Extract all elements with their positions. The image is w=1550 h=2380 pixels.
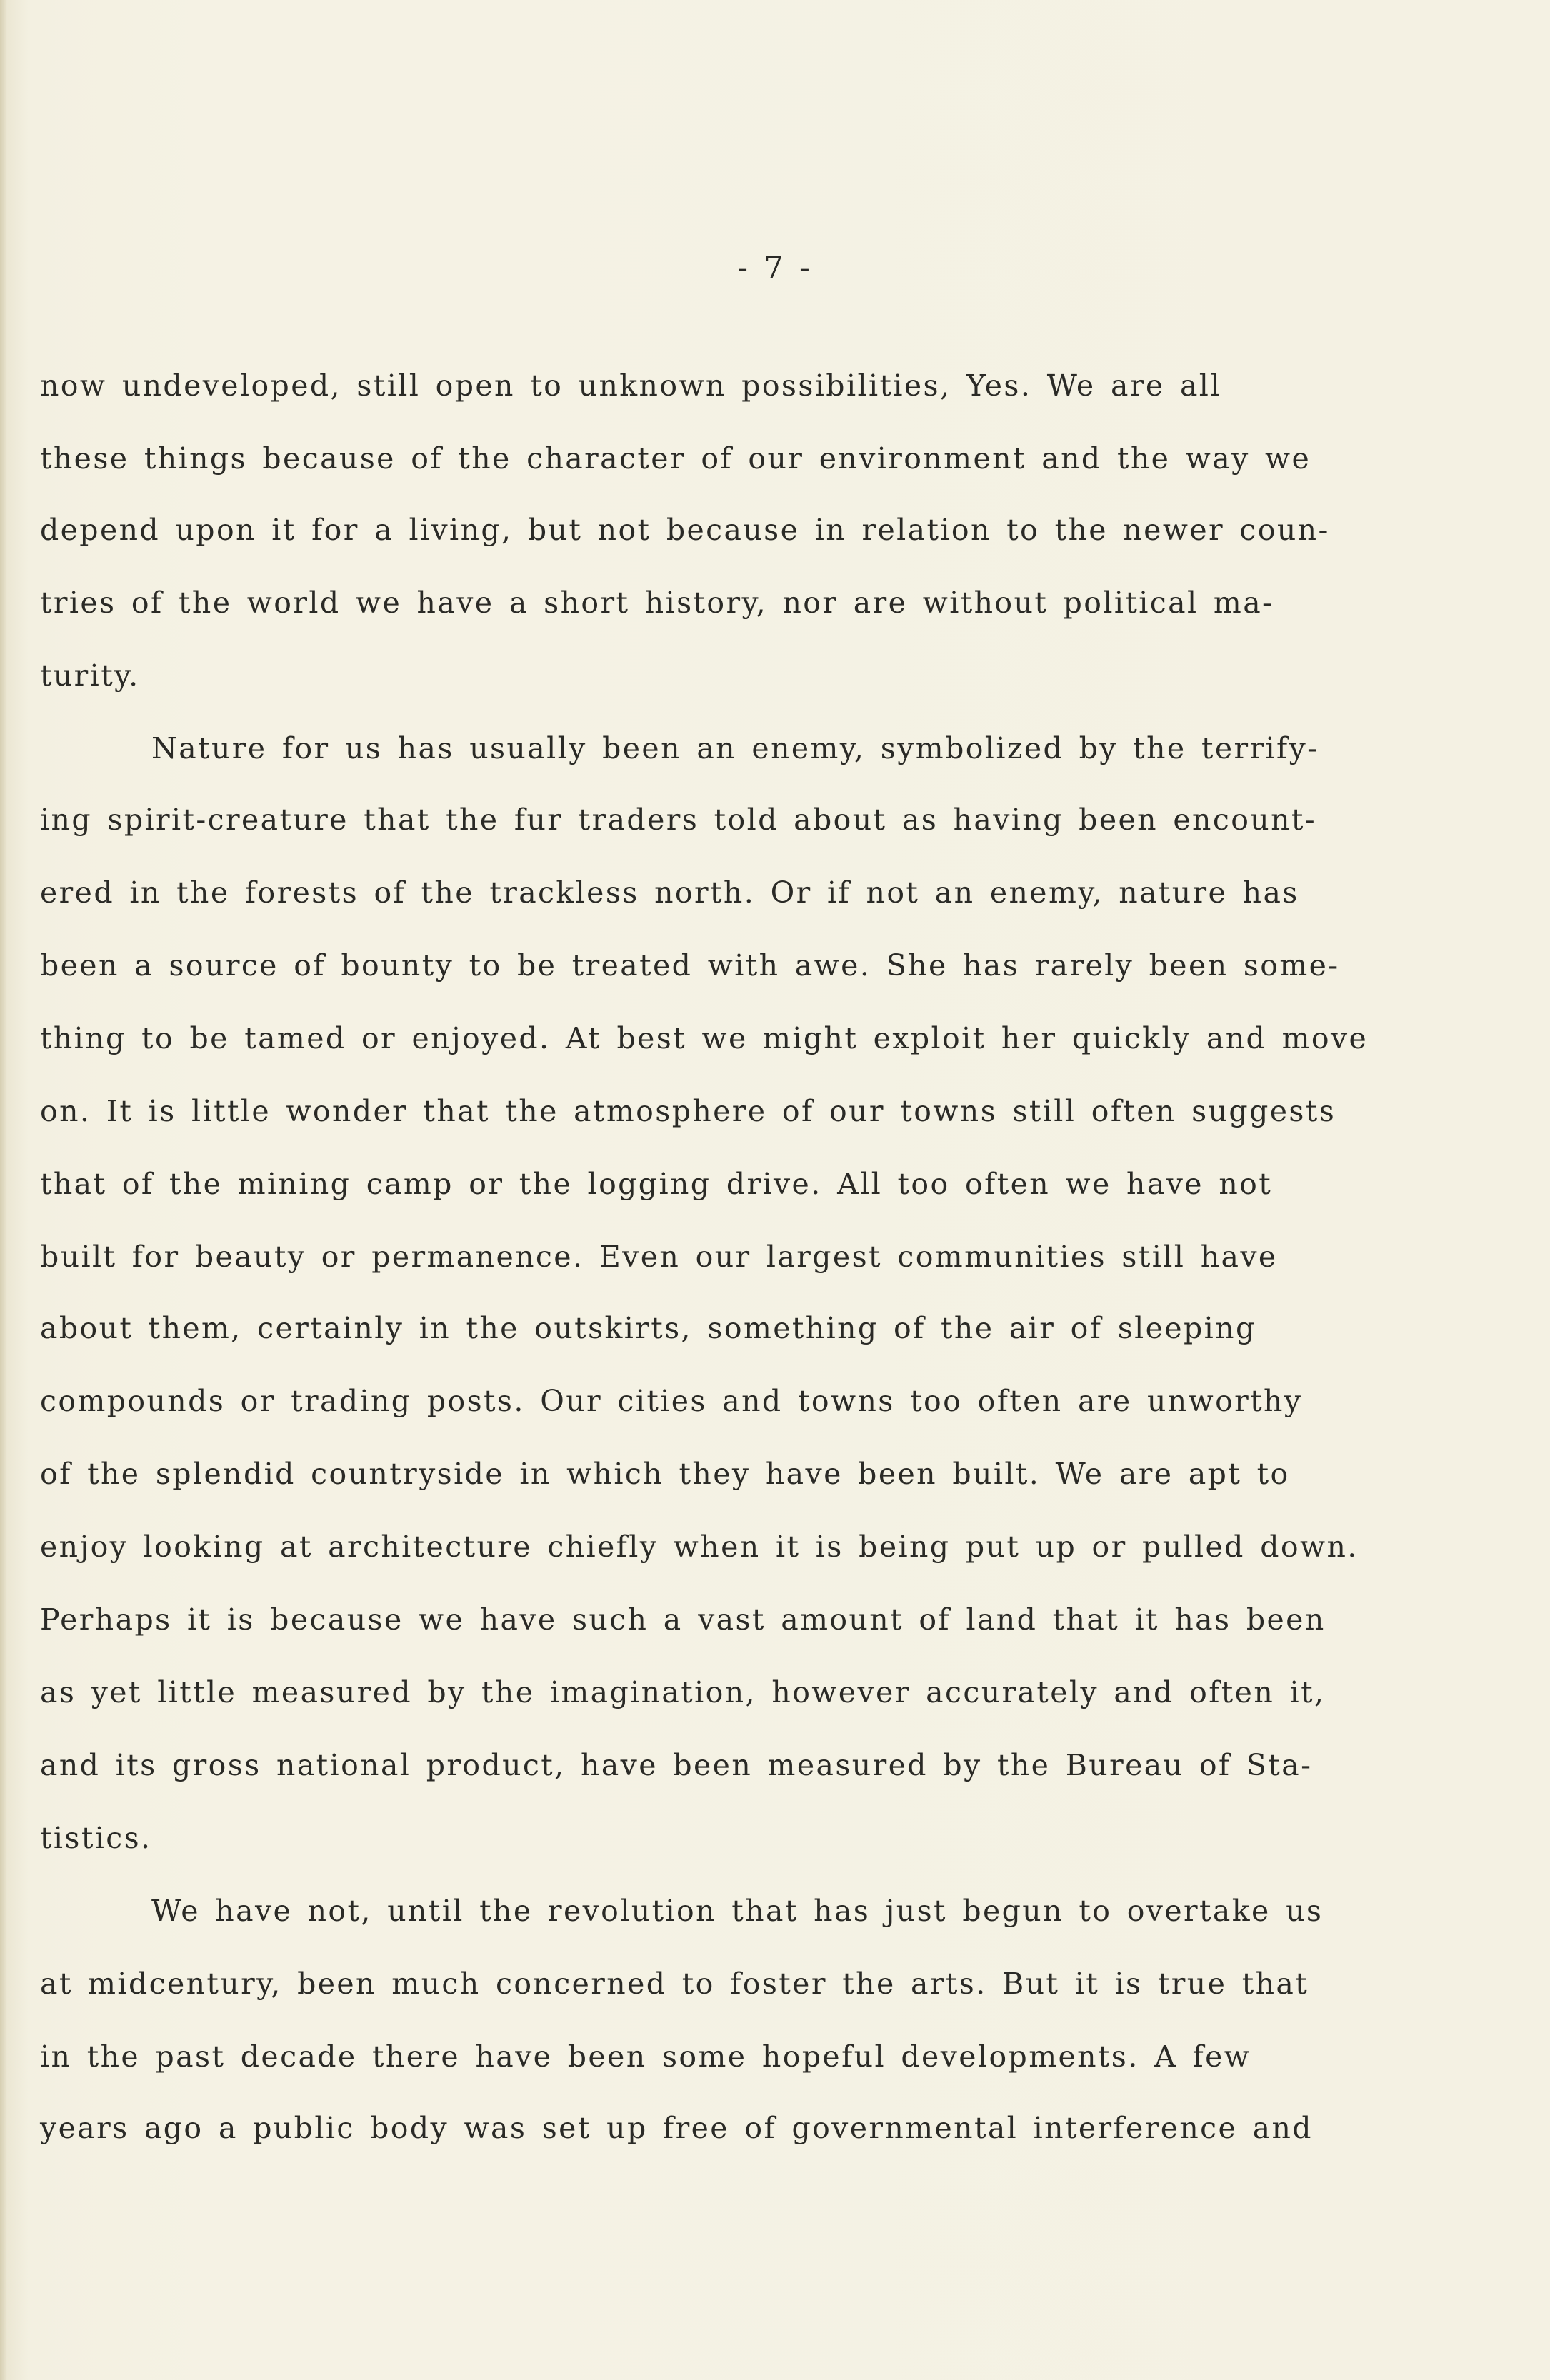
text-line: about them, certainly in the outskirts, something of the air of sleeping — [40, 1311, 1256, 1345]
text-line: as yet little measured by the imagination, however accurately and often it, — [40, 1675, 1326, 1709]
text-line: at midcentury, been much concerned to foster the arts. But it is true that — [40, 1967, 1309, 2001]
text-line: We have not, until the revolution that has just begun to overtake us — [151, 1894, 1324, 1928]
text-line: now undeveloped, still open to unknown possibilities, Yes. We are all — [40, 368, 1221, 403]
text-line: that of the mining camp or the logging drive. All too often we have not — [40, 1167, 1273, 1201]
page-number: - 7 - — [737, 250, 813, 286]
text-line: and its gross national product, have been measured by the Bureau of Sta- — [40, 1748, 1313, 1782]
text-line: ered in the forests of the trackless north. Or if not an enemy, nature has — [40, 875, 1299, 910]
text-line: on. It is little wonder that the atmosphere of our towns still often suggests — [40, 1094, 1336, 1128]
page-edge-shadow — [0, 0, 7, 2380]
text-line: Nature for us has usually been an enemy, symbolized by the terrify- — [151, 731, 1319, 765]
text-line: ing spirit-creature that the fur traders told about as having been encount- — [40, 803, 1317, 837]
text-line: tries of the world we have a short history, nor are without political ma- — [40, 586, 1274, 620]
text-line: depend upon it for a living, but not because in relation to the newer coun- — [40, 513, 1330, 547]
text-line: Perhaps it is because we have such a vast amount of land that it has been — [40, 1602, 1326, 1637]
text-line: of the splendid countryside in which they have been built. We are apt to — [40, 1457, 1290, 1491]
text-line: turity. — [40, 658, 140, 693]
text-line: in the past decade there have been some hopeful developments. A few — [40, 2039, 1251, 2074]
text-line: these things because of the character of our environment and the way we — [40, 441, 1311, 476]
text-line: years ago a public body was set up free of governmental interference and — [40, 2111, 1313, 2145]
text-line: been a source of bounty to be treated with awe. She has rarely been some- — [40, 948, 1340, 983]
text-line: built for beauty or permanence. Even our largest communities still have — [40, 1240, 1278, 1274]
text-line: thing to be tamed or enjoyed. At best we might exploit her quickly and move — [40, 1021, 1369, 1055]
text-line: tistics. — [40, 1821, 152, 1855]
text-line: compounds or trading posts. Our cities and towns too often are unworthy — [40, 1384, 1303, 1418]
text-line: enjoy looking at architecture chiefly when it is being put up or pulled down. — [40, 1530, 1359, 1564]
